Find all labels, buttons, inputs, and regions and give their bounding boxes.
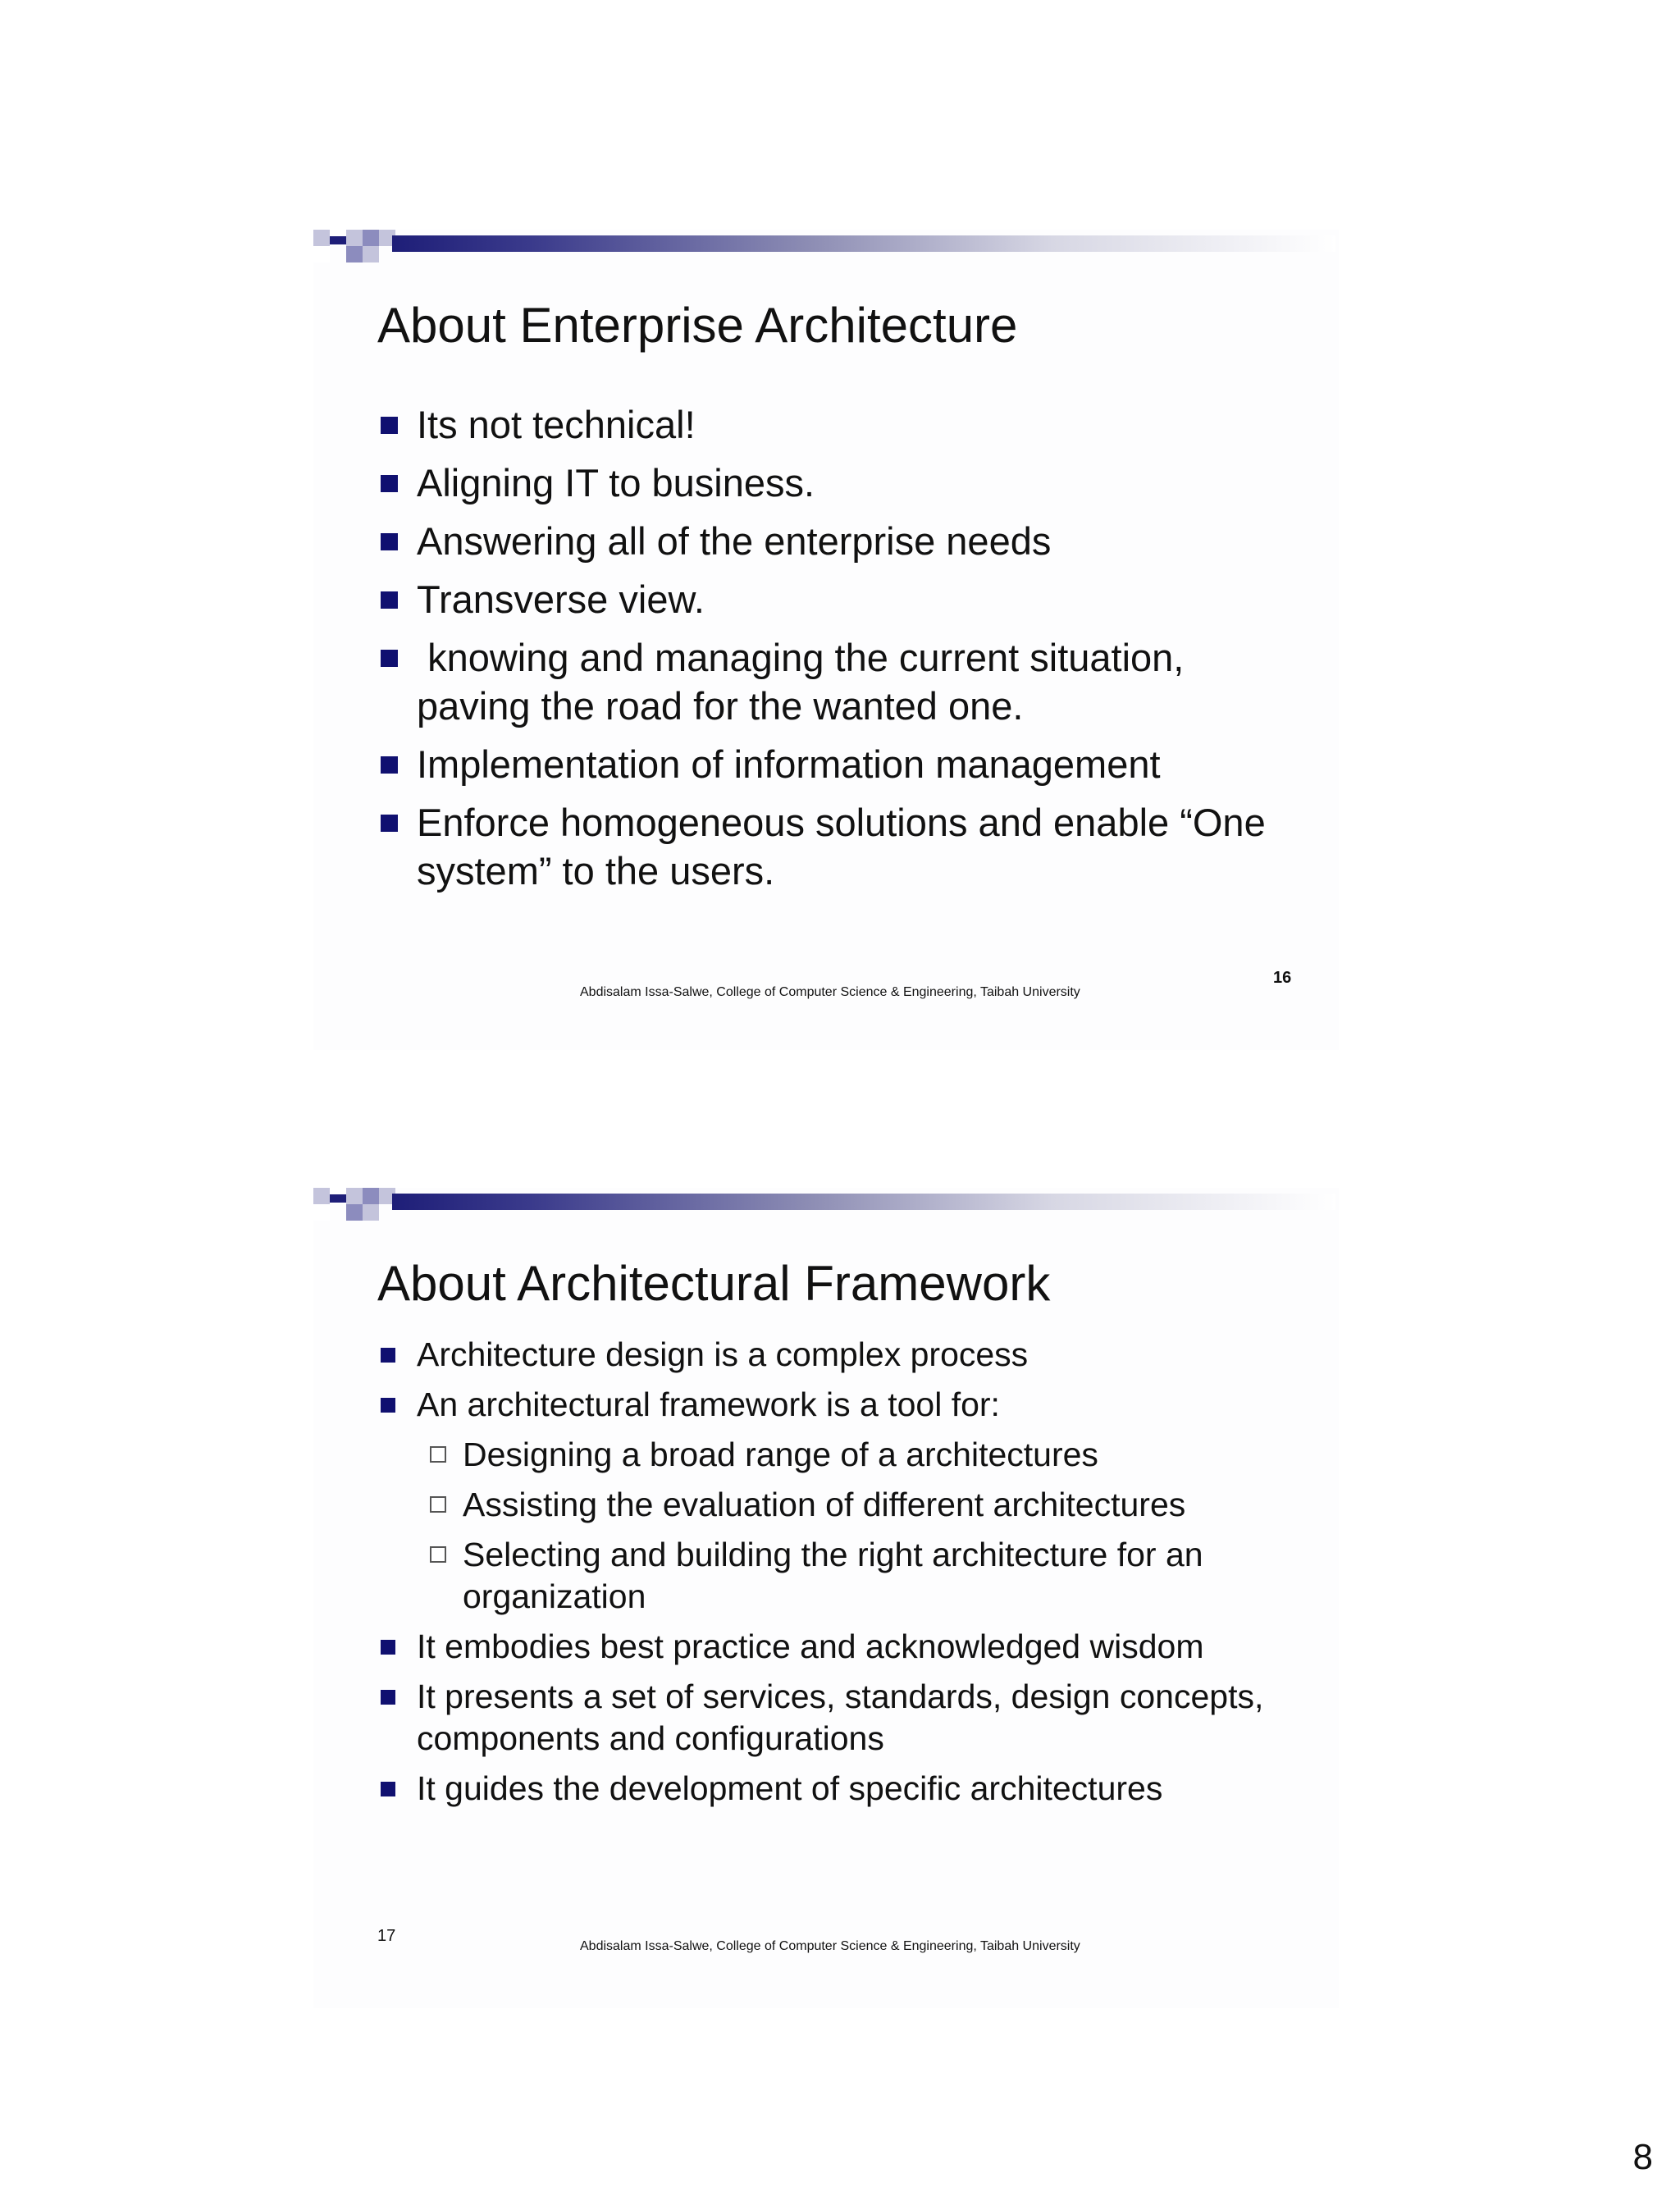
bullet-item xyxy=(377,798,1296,895)
square-bullet-icon xyxy=(381,1348,395,1363)
sub-bullet-text: Assisting the evaluation of different architectures xyxy=(463,1486,1186,1523)
square-bullet-icon xyxy=(381,756,398,774)
bullet-text: It embodies best practice and acknowledged wisdom xyxy=(417,1628,1204,1665)
bullet-text: Transverse view. xyxy=(417,578,705,621)
bullet-item xyxy=(377,633,1296,730)
sub-bullet-list xyxy=(417,1434,1312,1618)
header-gradient-bar xyxy=(392,1194,1335,1210)
square-bullet-icon xyxy=(381,417,398,434)
checker-square xyxy=(313,246,330,262)
checker-square xyxy=(346,1188,363,1204)
bullet-item xyxy=(377,1384,1312,1618)
checker-square xyxy=(363,1204,379,1221)
slide-header-bar xyxy=(313,1188,1339,1221)
hollow-square-bullet-icon xyxy=(430,1546,446,1563)
checker-square xyxy=(346,1204,363,1221)
sub-bullet-item xyxy=(417,1534,1312,1618)
bullet-item xyxy=(377,740,1296,788)
bullet-item xyxy=(377,1334,1312,1376)
square-bullet-icon xyxy=(381,815,398,832)
checker-square xyxy=(363,1188,379,1204)
bullet-item xyxy=(377,400,1296,449)
square-bullet-icon xyxy=(381,1690,395,1705)
checker-square xyxy=(363,230,379,246)
bullet-text: It presents a set of services, standards, design concepts, components and configurations xyxy=(417,1678,1264,1757)
bullet-item xyxy=(377,1676,1312,1760)
bullet-text: Enforce homogeneous solutions and enable “One system” to the users. xyxy=(417,801,1266,892)
checker-square xyxy=(346,230,363,246)
square-bullet-icon xyxy=(381,650,398,667)
square-bullet-icon xyxy=(381,591,398,609)
slide-footer: Abdisalam Issa-Salwe, College of Computer Science & Engineering, Taibah University xyxy=(580,1939,1080,1953)
square-bullet-icon xyxy=(381,533,398,550)
square-bullet-icon xyxy=(381,1398,395,1413)
slide-title: About Architectural Framework xyxy=(377,1256,1051,1311)
bullet-text: Architecture design is a complex process xyxy=(417,1335,1029,1373)
checker-square xyxy=(346,246,363,262)
bullet-text: knowing and managing the current situation, paving the road for the wanted one. xyxy=(417,636,1195,728)
checker-square xyxy=(313,1188,330,1204)
slide-number: 16 xyxy=(1273,969,1292,987)
checker-square xyxy=(313,230,330,246)
sub-bullet-text: Designing a broad range of a architectures xyxy=(463,1436,1098,1473)
bullet-item xyxy=(377,575,1296,623)
bullet-text: Its not technical! xyxy=(417,403,696,446)
bullet-item xyxy=(377,517,1296,565)
bullet-item xyxy=(377,1626,1312,1668)
bullet-text: Answering all of the enterprise needs xyxy=(417,519,1052,563)
sub-bullet-item xyxy=(417,1434,1312,1476)
bullet-text: It guides the development of specific architectures xyxy=(417,1769,1163,1807)
bullet-text: Implementation of information management xyxy=(417,742,1161,786)
slide-header-bar xyxy=(313,230,1339,262)
square-bullet-icon xyxy=(381,1640,395,1655)
sub-bullet-item xyxy=(417,1484,1312,1526)
checker-square xyxy=(330,236,346,244)
hollow-square-bullet-icon xyxy=(430,1446,446,1463)
sub-bullet-text: Selecting and building the right architecture for an organization xyxy=(463,1536,1203,1615)
bullet-list xyxy=(377,1334,1312,1818)
bullet-list xyxy=(377,400,1296,905)
square-bullet-icon xyxy=(381,1782,395,1796)
page-number: 8 xyxy=(1632,2137,1653,2177)
checker-square xyxy=(363,246,379,262)
bullet-text: Aligning IT to business. xyxy=(417,461,815,504)
slide-footer: Abdisalam Issa-Salwe, College of Computer Science & Engineering, Taibah University xyxy=(580,985,1080,999)
slide-16 xyxy=(313,230,1339,1050)
checker-square xyxy=(313,1204,330,1221)
slide-title: About Enterprise Architecture xyxy=(377,298,1018,353)
checker-square xyxy=(330,1194,346,1203)
slide-number: 17 xyxy=(377,1927,396,1945)
bullet-item xyxy=(377,459,1296,507)
hollow-square-bullet-icon xyxy=(430,1496,446,1513)
slide-17 xyxy=(313,1188,1339,2008)
bullet-text: An architectural framework is a tool for: xyxy=(417,1386,1000,1423)
square-bullet-icon xyxy=(381,475,398,492)
bullet-item xyxy=(377,1768,1312,1810)
header-gradient-bar xyxy=(392,235,1335,252)
